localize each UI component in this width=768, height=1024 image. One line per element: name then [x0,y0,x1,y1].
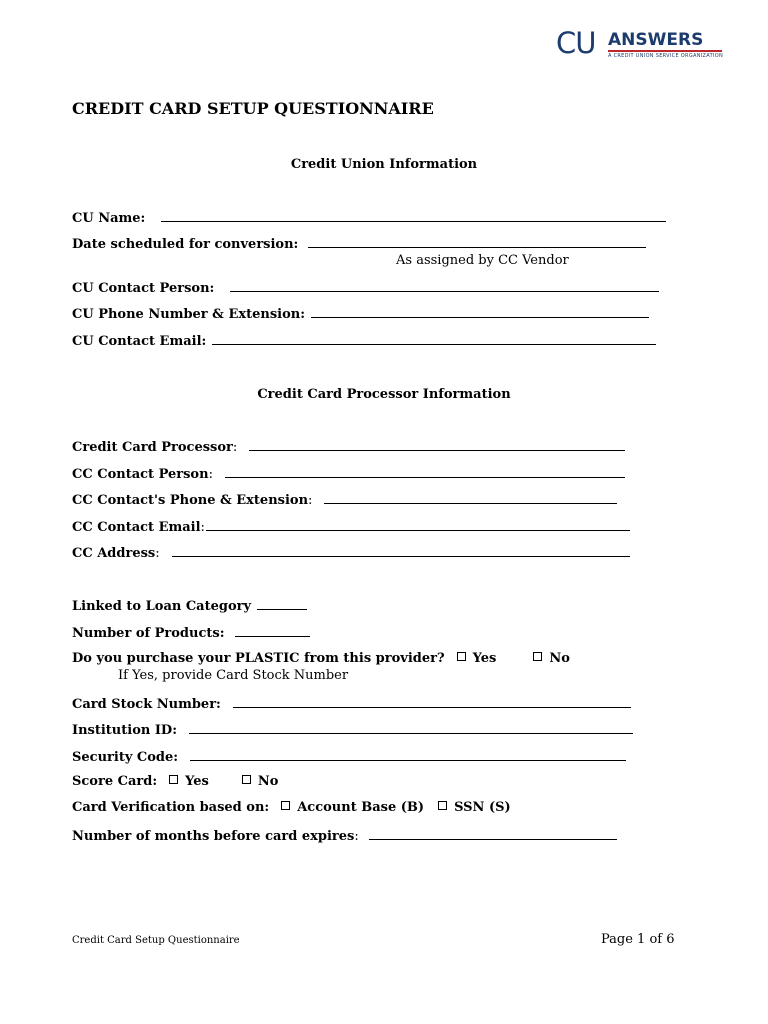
field-score-card [72,774,278,789]
field-card-verification [72,800,511,815]
field-cu-name [72,209,666,226]
field-card-stock [72,695,631,712]
account-base-checkbox[interactable] [281,801,290,810]
logo-tagline: A CREDIT UNION SERVICE ORGANIZATION [608,53,723,59]
field-cc-contact-person [72,465,625,482]
field-label: Score Card: [72,774,158,789]
institution-id-input-line[interactable] [189,721,633,734]
field-label: CU Contact Person: [72,281,215,296]
field-label: Card Stock Number: [72,697,221,712]
score-card-yes-checkbox[interactable] [169,775,178,784]
score-card-yes-option[interactable] [169,774,209,789]
plastic-no-option[interactable] [533,651,570,666]
cu-phone-input-line[interactable] [311,305,649,318]
field-num-products [72,624,310,641]
linked-loan-input-line[interactable] [257,597,307,610]
field-date-scheduled [72,235,646,252]
cu-email-input-line[interactable] [212,332,656,345]
field-label: CC Contact Email [72,520,201,535]
months-expire-input-line[interactable] [369,827,617,840]
field-label: Card Verification based on: [72,800,270,815]
field-security-code [72,748,626,765]
field-institution-id [72,721,633,738]
option-label: Account Base (B) [297,800,425,815]
field-label: CC Contact's Phone & Extension [72,493,309,508]
plastic-note: If Yes, provide Card Stock Number [118,668,349,683]
cu-contact-person-input-line[interactable] [230,279,659,292]
footer-page-number: Page 1 of 6 [601,932,675,947]
section-heading-processor: Credit Card Processor Information [257,387,511,402]
ssn-checkbox[interactable] [438,801,447,810]
cc-processor-input-line[interactable] [249,438,625,451]
plastic-yes-option[interactable] [457,651,497,666]
field-label: CU Contact Email: [72,334,207,349]
footer-document-name: Credit Card Setup Questionnaire [72,935,240,946]
score-card-no-checkbox[interactable] [242,775,251,784]
date-scheduled-note: As assigned by CC Vendor [396,253,569,268]
document-title: CREDIT CARD SETUP QUESTIONNAIRE [72,99,434,118]
logo-divider [608,50,722,52]
field-colon: : [354,829,359,844]
num-products-input-line[interactable] [235,624,310,637]
cc-address-input-line[interactable] [172,544,630,557]
option-label: No [549,651,570,666]
field-label: CC Contact Person [72,467,209,482]
option-label: Yes [185,774,209,789]
option-label: SSN (S) [454,800,511,815]
field-label: Institution ID: [72,723,177,738]
cu-name-input-line[interactable] [161,209,666,222]
field-label: CC Address [72,546,156,561]
cc-email-input-line[interactable] [206,518,630,531]
cc-contact-person-input-line[interactable] [225,465,625,478]
option-label: No [257,774,279,789]
field-colon: : [308,493,313,508]
field-colon: : [232,440,238,455]
cu-answers-logo [556,26,722,66]
field-colon: : [200,520,205,535]
field-colon: : [155,546,160,561]
field-cc-address [72,544,630,561]
field-label: Number of Products: [72,626,225,641]
field-label: Date scheduled for conversion: [72,237,299,252]
section-heading-credit-union: Credit Union Information [290,157,478,172]
field-label: Security Code: [72,750,179,765]
field-colon: : [208,467,213,482]
account-base-option[interactable] [281,800,424,815]
field-label: Credit Card Processor [72,440,233,455]
field-cu-email [72,332,656,349]
field-label: Number of months before card expires [72,829,355,844]
option-label: Yes [472,651,497,666]
field-label: Do you purchase your PLASTIC from this provider? [72,651,445,666]
plastic-no-checkbox[interactable] [533,652,542,661]
field-label: CU Name: [72,211,146,226]
field-months-expire [72,827,617,844]
ssn-option[interactable] [438,800,511,815]
plastic-yes-checkbox[interactable] [457,652,466,661]
card-stock-input-line[interactable] [233,695,631,708]
cc-phone-input-line[interactable] [324,491,617,504]
field-cu-contact-person [72,279,659,296]
field-linked-loan [72,597,307,614]
field-cc-email [72,518,630,535]
logo-answers-text: ANSWERS [608,30,704,50]
field-plastic-provider [72,651,570,666]
date-scheduled-input-line[interactable] [308,235,646,248]
security-code-input-line[interactable] [190,748,626,761]
field-cc-processor [72,438,625,455]
field-cc-phone [72,491,617,508]
field-label: CU Phone Number & Extension: [72,307,306,322]
field-label: Linked to Loan Category [72,599,252,614]
logo-cu-text: CU [556,26,596,60]
score-card-no-option[interactable] [242,774,279,789]
field-cu-phone [72,305,649,322]
